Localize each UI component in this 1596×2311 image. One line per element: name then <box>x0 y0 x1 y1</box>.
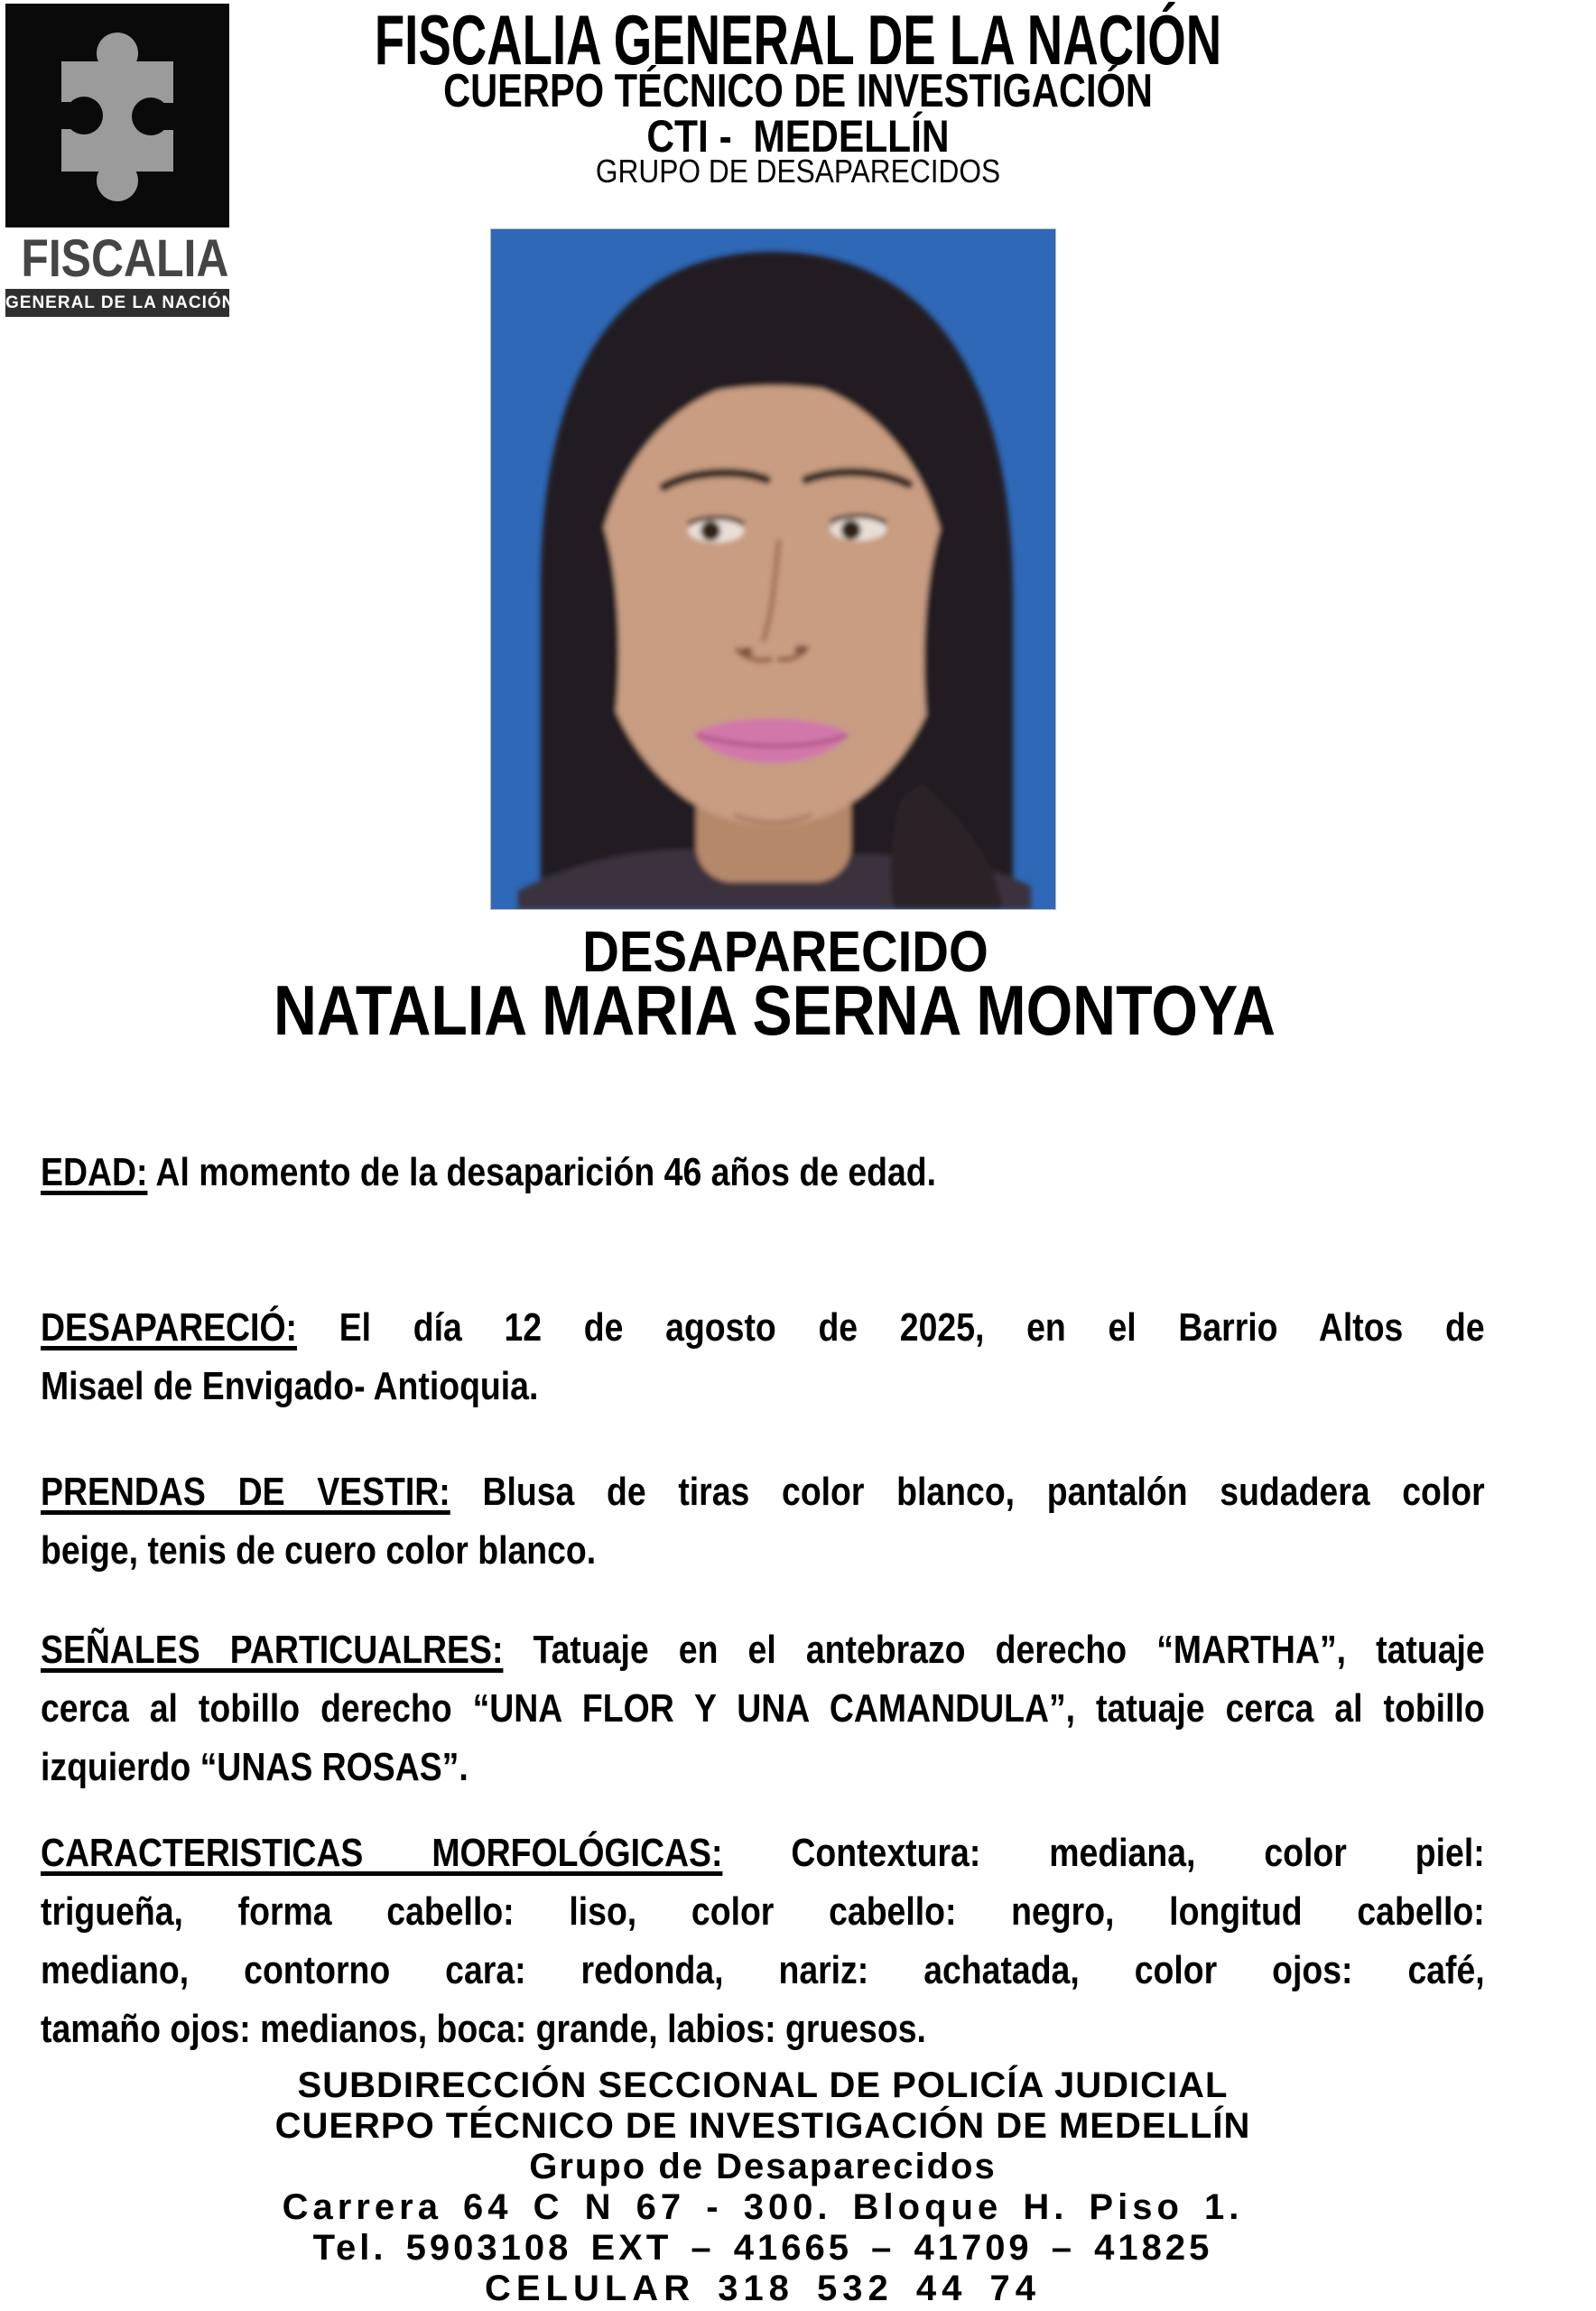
section-prendas <box>41 1462 1485 1580</box>
section-text: Al momento de la desaparición 46 años de edad. <box>155 1150 937 1194</box>
footer <box>41 2065 1485 2309</box>
section-label: CARACTERISTICAS MORFOLÓGICAS: <box>41 1831 723 1875</box>
section-line <box>41 1620 1485 1679</box>
section-line: tamaño ojos: medianos, boca: grande, labios: gruesos. <box>41 2007 926 2051</box>
logo-tagline: GENERAL DE LA NACIÓN <box>5 289 229 317</box>
person-name: NATALIA MARIA SERNA MONTOYA <box>274 970 1276 1050</box>
section-label: PRENDAS DE VESTIR: <box>41 1470 450 1514</box>
section-label: DESAPARECIÓ: <box>41 1305 297 1350</box>
section-text: Contextura: mediana, color piel: <box>791 1831 1485 1875</box>
section-line <box>41 1298 1485 1357</box>
section-senales <box>41 1620 1485 1796</box>
section-line: mediano, contorno cara: redonda, nariz: achatada, color ojos: café, <box>41 1948 1485 1992</box>
section-caracteristicas <box>41 1824 1485 2058</box>
section-line <box>41 1462 1485 1521</box>
section-line: Misael de Envigado- Antioquia. <box>41 1364 539 1408</box>
footer-line: Carrera 64 C N 67 - 300. Bloque H. Piso 1. <box>282 2187 1244 2227</box>
section-label: EDAD: <box>41 1150 148 1194</box>
section-label: SEÑALES PARTICUALRES: <box>41 1628 504 1672</box>
portrait-illustration <box>491 229 1055 909</box>
footer-line: CUERPO TÉCNICO DE INVESTIGACIÓN DE MEDELLÍN <box>274 2106 1251 2146</box>
section-line: trigueña, forma cabello: liso, color cabello: negro, longitud cabello: <box>41 1889 1485 1934</box>
section-desaparecio <box>41 1298 1485 1415</box>
section-edad <box>41 1143 1485 1202</box>
footer-line: CELULAR 318 532 44 74 <box>484 2269 1041 2308</box>
institution-title: FISCALIA GENERAL DE LA NACIÓN <box>374 0 1222 79</box>
section-line <box>41 1143 1485 1202</box>
logo-brand: FISCALIA <box>21 229 229 288</box>
section-line <box>41 1824 1485 1882</box>
office-title: CTI - MEDELLÍN <box>646 111 950 162</box>
status-title: DESAPARECIDO <box>582 919 988 984</box>
poster-body <box>41 1143 1485 2058</box>
department-title: CUERPO TÉCNICO DE INVESTIGACIÓN <box>443 65 1153 117</box>
footer-line: Tel. 5903108 EXT – 41665 – 41709 – 41825 <box>312 2228 1213 2268</box>
group-title: GRUPO DE DESAPARECIDOS <box>595 153 1001 190</box>
section-text: Tatuaje en el antebrazo derecho “MARTHA”, tatuaje <box>533 1628 1485 1672</box>
section-line: izquierdo “UNAS ROSAS”. <box>41 1745 469 1789</box>
portrait-photo <box>490 228 1056 910</box>
footer-line: Grupo de Desaparecidos <box>529 2147 997 2186</box>
section-text: Blusa de tiras color blanco, pantalón sudadera color <box>482 1470 1485 1514</box>
section-line: cerca al tobillo derecho “UNA FLOR Y UNA CAMANDULA”, tatuaje cerca al tobillo <box>41 1686 1485 1731</box>
footer-line: SUBDIRECCIÓN SECCIONAL DE POLICÍA JUDICIAL <box>297 2065 1229 2105</box>
section-line: beige, tenis de cuero color blanco. <box>41 1528 597 1573</box>
section-text: El día 12 de agosto de 2025, en el Barrio Altos de <box>339 1305 1485 1350</box>
